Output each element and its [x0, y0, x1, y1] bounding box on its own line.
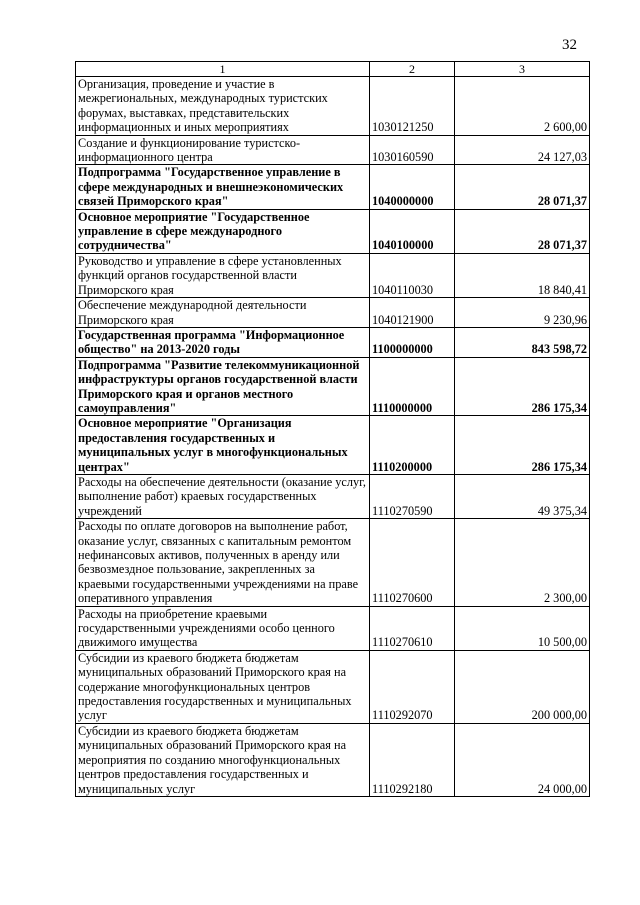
page-number: 32 [562, 37, 577, 53]
column-header-3: 3 [455, 62, 590, 77]
row-code: 1110270600 [370, 519, 455, 606]
row-name: Подпрограмма "Развитие телекоммуникационной инфраструктуры органов государственной власти Приморского края и органов местного самоуправления" [76, 357, 370, 416]
row-name: Расходы по оплате договоров на выполнение работ, оказание услуг, связанных с капитальным ремонтом нефинансовых активов, полученных в аренду или безвозмездное пользование, закрепленных за краевыми государственными учреждениями на праве оперативного управления [76, 519, 370, 606]
row-code: 1110270610 [370, 606, 455, 650]
row-name: Обеспечение международной деятельности Приморского края [76, 298, 370, 328]
row-code: 1040121900 [370, 298, 455, 328]
row-name: Основное мероприятие "Организация предоставления государственных и муниципальных услуг в многофункциональных центрах" [76, 416, 370, 475]
table-row [76, 723, 590, 796]
table-row [76, 77, 590, 136]
row-name: Основное мероприятие "Государственное управление в сфере международного сотрудничества" [76, 209, 370, 253]
row-name: Организация, проведение и участие в межрегиональных, международных туристских форумах, выставках, представительских информационных и иных мероприятиях [76, 77, 370, 136]
column-header-2: 2 [370, 62, 455, 77]
row-code: 1030160590 [370, 135, 455, 165]
table-row [76, 209, 590, 253]
row-amount: 10 500,00 [455, 606, 590, 650]
table-row [76, 416, 590, 475]
row-amount: 286 175,34 [455, 416, 590, 475]
row-code: 1040000000 [370, 165, 455, 209]
row-name: Расходы на приобретение краевыми государственными учреждениями особо ценного движимого имущества [76, 606, 370, 650]
table-header-row [76, 62, 590, 77]
table-row [76, 519, 590, 606]
row-code: 1040100000 [370, 209, 455, 253]
row-amount: 200 000,00 [455, 650, 590, 723]
row-amount: 24 127,03 [455, 135, 590, 165]
row-code: 1110270590 [370, 474, 455, 518]
row-code: 1110292180 [370, 723, 455, 796]
row-code: 1100000000 [370, 327, 455, 357]
row-amount: 49 375,34 [455, 474, 590, 518]
row-code: 1040110030 [370, 253, 455, 297]
row-name: Создание и функционирование туристско-информационного центра [76, 135, 370, 165]
row-code: 1110000000 [370, 357, 455, 416]
row-amount: 2 300,00 [455, 519, 590, 606]
row-name: Субсидии из краевого бюджета бюджетам муниципальных образований Приморского края на мероприятия по созданию многофункциональных центров предоставления государственных и муниципальных услуг [76, 723, 370, 796]
table-row [76, 606, 590, 650]
row-amount: 28 071,37 [455, 165, 590, 209]
row-amount: 2 600,00 [455, 77, 590, 136]
row-amount: 843 598,72 [455, 327, 590, 357]
row-name: Расходы на обеспечение деятельности (оказание услуг, выполнение работ) краевых государственных учреждений [76, 474, 370, 518]
row-amount: 24 000,00 [455, 723, 590, 796]
table-row [76, 165, 590, 209]
table-row [76, 327, 590, 357]
row-code: 1110292070 [370, 650, 455, 723]
row-name: Руководство и управление в сфере установленных функций органов государственной власти Приморского края [76, 253, 370, 297]
table-row [76, 474, 590, 518]
table-row [76, 135, 590, 165]
row-name: Подпрограмма "Государственное управление в сфере международных и внешнеэкономических связей Приморского края" [76, 165, 370, 209]
column-header-1: 1 [76, 62, 370, 77]
row-name: Субсидии из краевого бюджета бюджетам муниципальных образований Приморского края на содержание многофункциональных центров предоставления государственных и муниципальных услуг [76, 650, 370, 723]
row-amount: 9 230,96 [455, 298, 590, 328]
table-row [76, 253, 590, 297]
budget-table [75, 61, 590, 797]
row-amount: 18 840,41 [455, 253, 590, 297]
row-code: 1110200000 [370, 416, 455, 475]
row-code: 1030121250 [370, 77, 455, 136]
table-row [76, 298, 590, 328]
table-row [76, 650, 590, 723]
row-amount: 286 175,34 [455, 357, 590, 416]
row-amount: 28 071,37 [455, 209, 590, 253]
row-name: Государственная программа "Информационное общество" на 2013-2020 годы [76, 327, 370, 357]
table-row [76, 357, 590, 416]
